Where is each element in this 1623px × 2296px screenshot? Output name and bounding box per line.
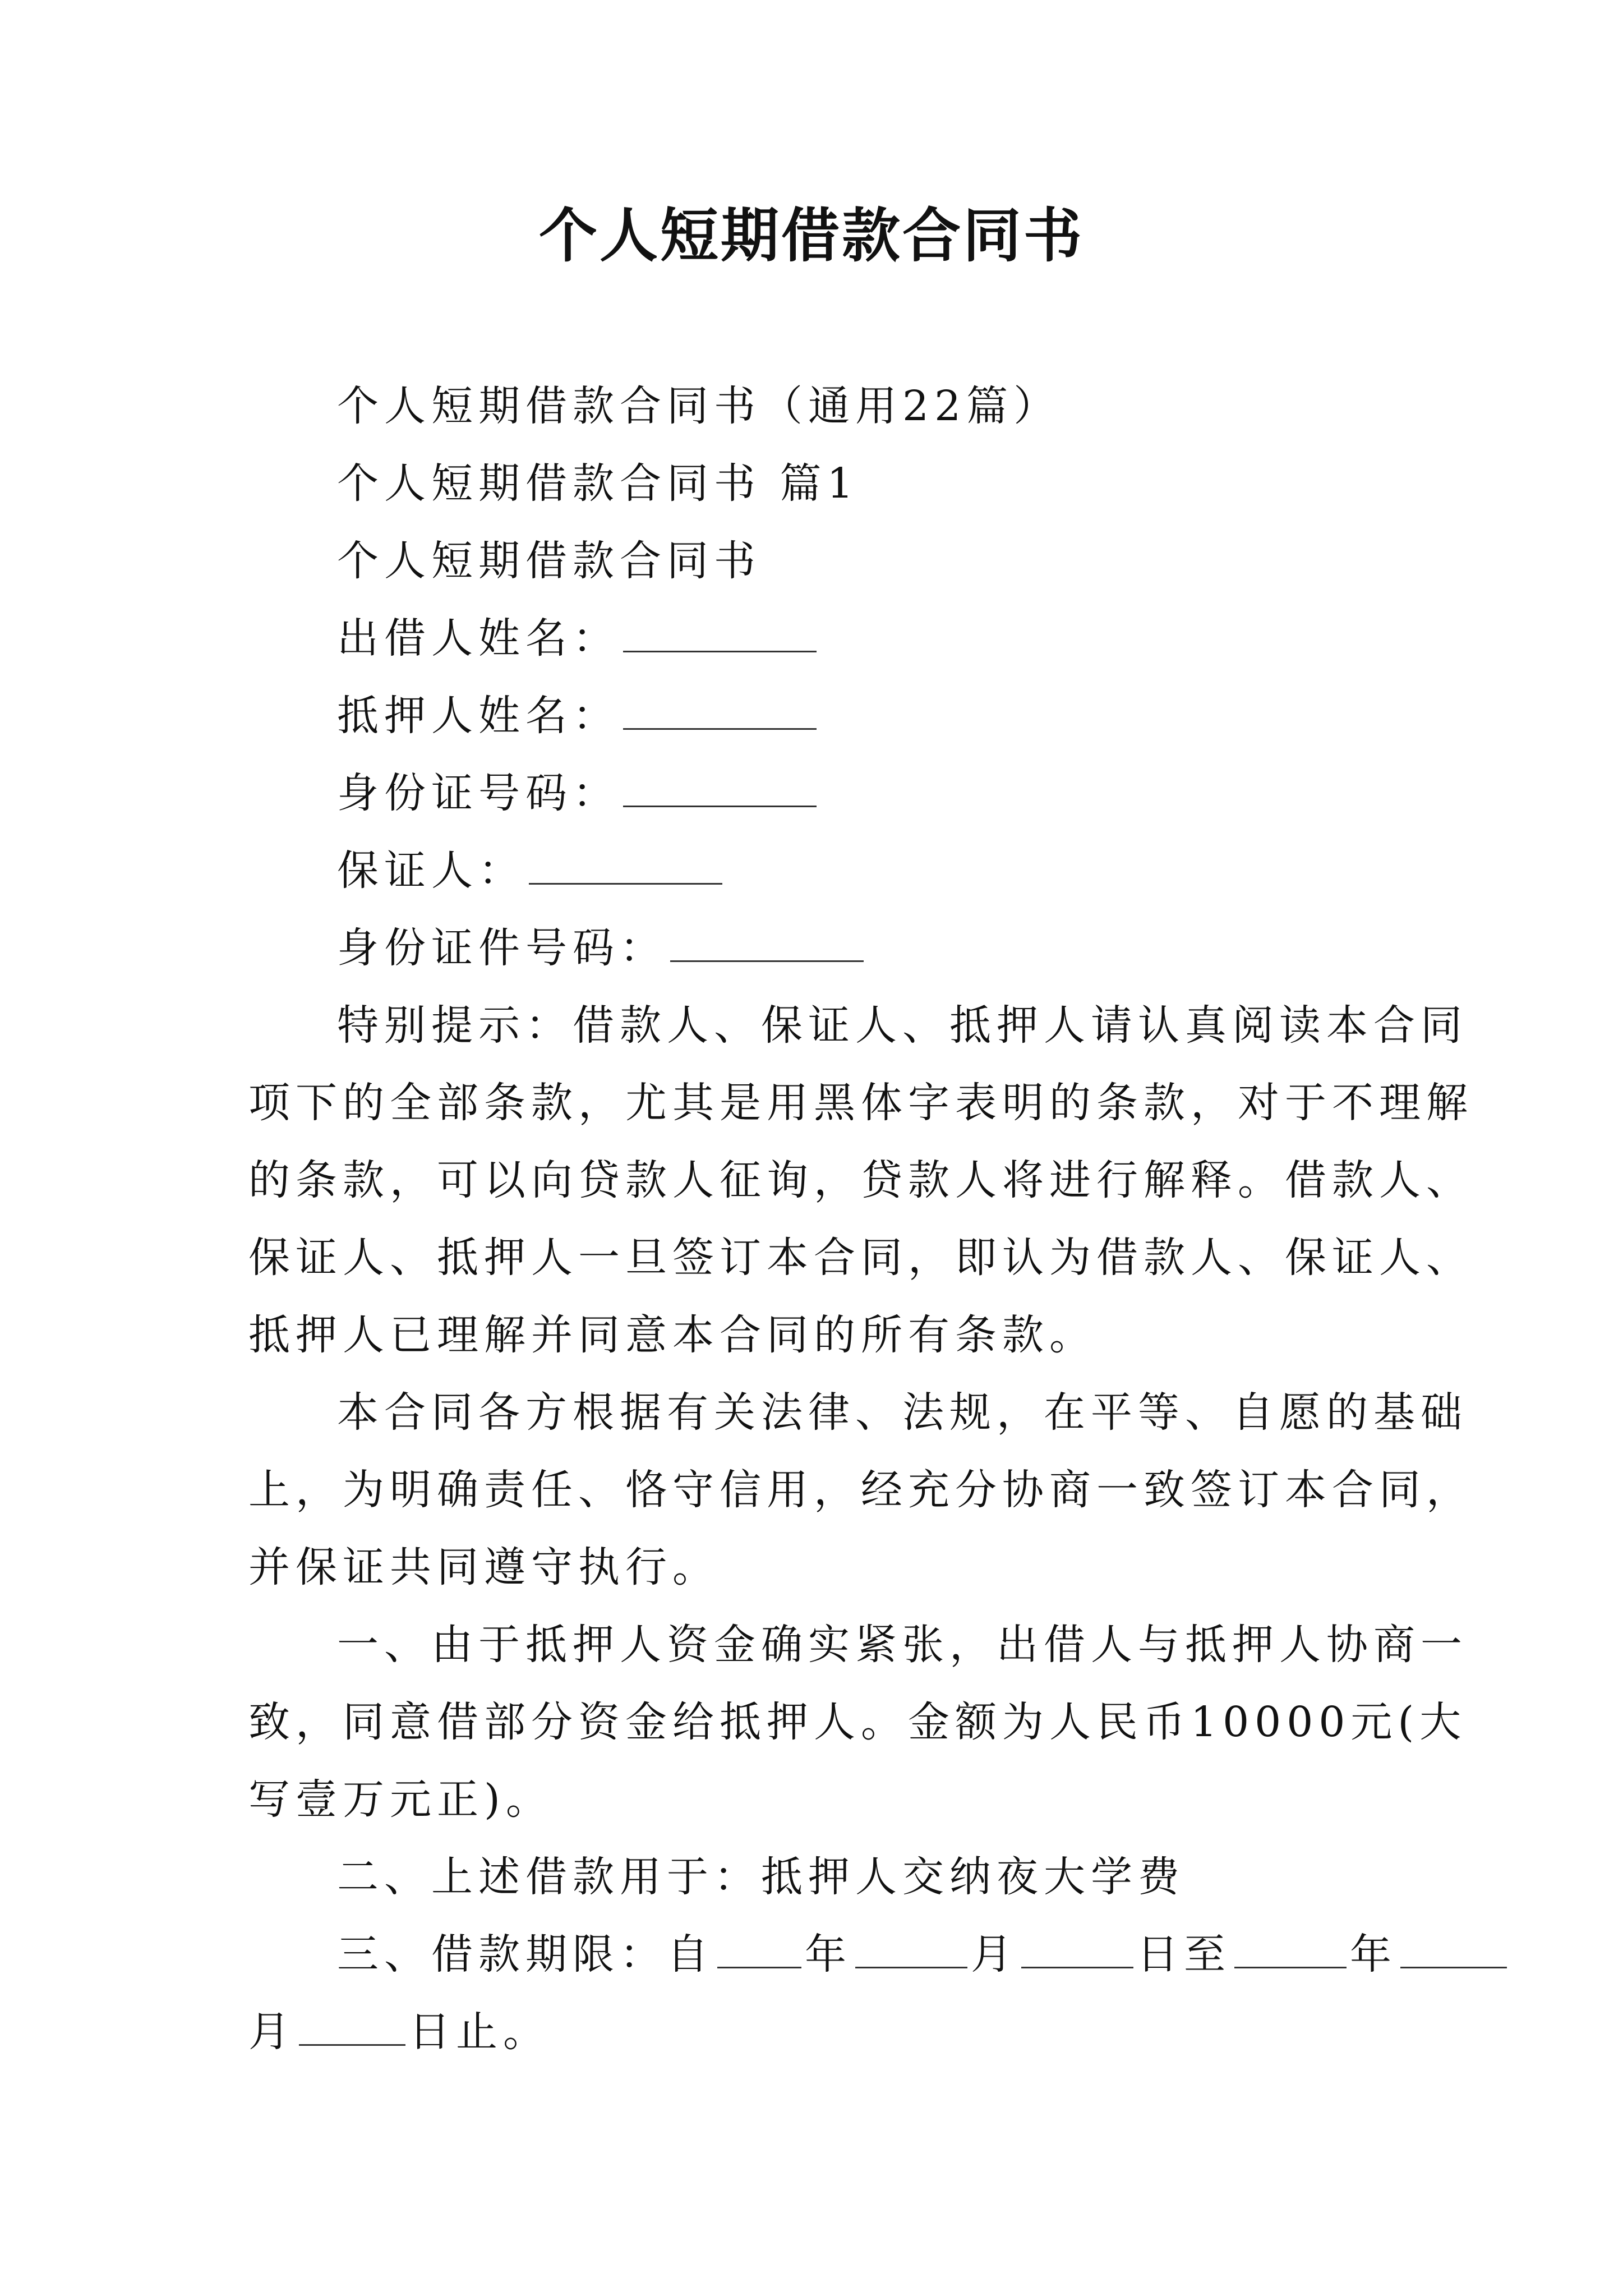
paragraph-line: 抵押人已理解并同意本合同的所有条款。 bbox=[248, 1311, 1096, 1359]
blank-line bbox=[855, 1927, 967, 1968]
blank-line bbox=[623, 689, 817, 730]
paragraph-line: 本合同各方根据有关法律、法规，在平等、自愿的基础 bbox=[337, 1388, 1468, 1437]
field-label: 身份证件号码： bbox=[337, 924, 667, 972]
field-mortgagor bbox=[248, 677, 1398, 754]
field-label: 抵押人姓名： bbox=[337, 692, 620, 740]
month-label: 月 bbox=[248, 2008, 296, 2056]
paragraph-line: 保证人、抵押人一旦签订本合同，即认为借款人、保证人、 bbox=[248, 1234, 1473, 1282]
blank-line bbox=[717, 1927, 801, 1968]
paragraph-line: 写壹万元正)。 bbox=[248, 1775, 553, 1824]
blank-line bbox=[623, 766, 817, 807]
year-label: 年 bbox=[805, 1930, 852, 1978]
end-label: 日止。 bbox=[409, 2008, 550, 2056]
field-id-number bbox=[248, 754, 1398, 832]
paragraph-line: 的条款，可以向贷款人征询，贷款人将进行解释。借款人、 bbox=[248, 1156, 1473, 1204]
paragraph-line: 一、由于抵押人资金确实紧张，出借人与抵押人协商一 bbox=[337, 1621, 1468, 1669]
clause-1 bbox=[248, 1606, 1468, 1838]
field-label: 出借人姓名： bbox=[337, 614, 620, 662]
clause-3 bbox=[248, 1916, 1398, 2070]
paragraph-line: 上，为明确责任、恪守信用，经充分协商一致签订本合同， bbox=[248, 1466, 1473, 1514]
contract-name: 个人短期借款合同书 bbox=[337, 537, 761, 585]
document-body bbox=[248, 367, 1473, 2070]
paragraph-line bbox=[248, 1916, 1398, 1993]
paragraph-line: 并保证共同遵守执行。 bbox=[248, 1543, 720, 1591]
blank-line bbox=[670, 921, 864, 962]
field-id-doc-number bbox=[248, 909, 1398, 987]
paragraph-line bbox=[248, 1993, 1398, 2070]
clause-3-prefix: 三、借款期限：自 bbox=[337, 1930, 714, 1978]
subtitle: 个人短期借款合同书（通用22篇） bbox=[337, 382, 1061, 430]
paragraph-line: 特别提示：借款人、保证人、抵押人请认真阅读本合同 bbox=[337, 1001, 1468, 1050]
clause-2: 二、上述借款用于：抵押人交纳夜大学费 bbox=[337, 1853, 1185, 1901]
paragraph-line: 项下的全部条款，尤其是用黑体字表明的条款，对于不理解 bbox=[248, 1079, 1473, 1127]
field-label: 身份证号码： bbox=[337, 769, 620, 817]
blank-line bbox=[623, 611, 817, 652]
section-heading: 个人短期借款合同书 篇1 bbox=[337, 459, 859, 508]
document-title: 个人短期借款合同书 bbox=[538, 201, 1084, 270]
blank-line bbox=[299, 2005, 405, 2046]
blank-line bbox=[1400, 1927, 1507, 1968]
blank-line bbox=[1021, 1927, 1133, 1968]
field-label: 保证人： bbox=[337, 846, 525, 895]
year-label: 年 bbox=[1350, 1930, 1397, 1978]
paragraph-line: 致，同意借部分资金给抵押人。金额为人民币10000元(大 bbox=[248, 1698, 1467, 1746]
blank-line bbox=[529, 844, 722, 885]
notice-paragraph bbox=[248, 987, 1473, 1374]
basis-paragraph bbox=[248, 1374, 1473, 1606]
blank-line bbox=[1234, 1927, 1347, 1968]
field-guarantor bbox=[248, 832, 1398, 909]
field-lender bbox=[248, 600, 1398, 677]
day-to-label: 日至 bbox=[1137, 1930, 1231, 1978]
month-label: 月 bbox=[971, 1930, 1018, 1978]
